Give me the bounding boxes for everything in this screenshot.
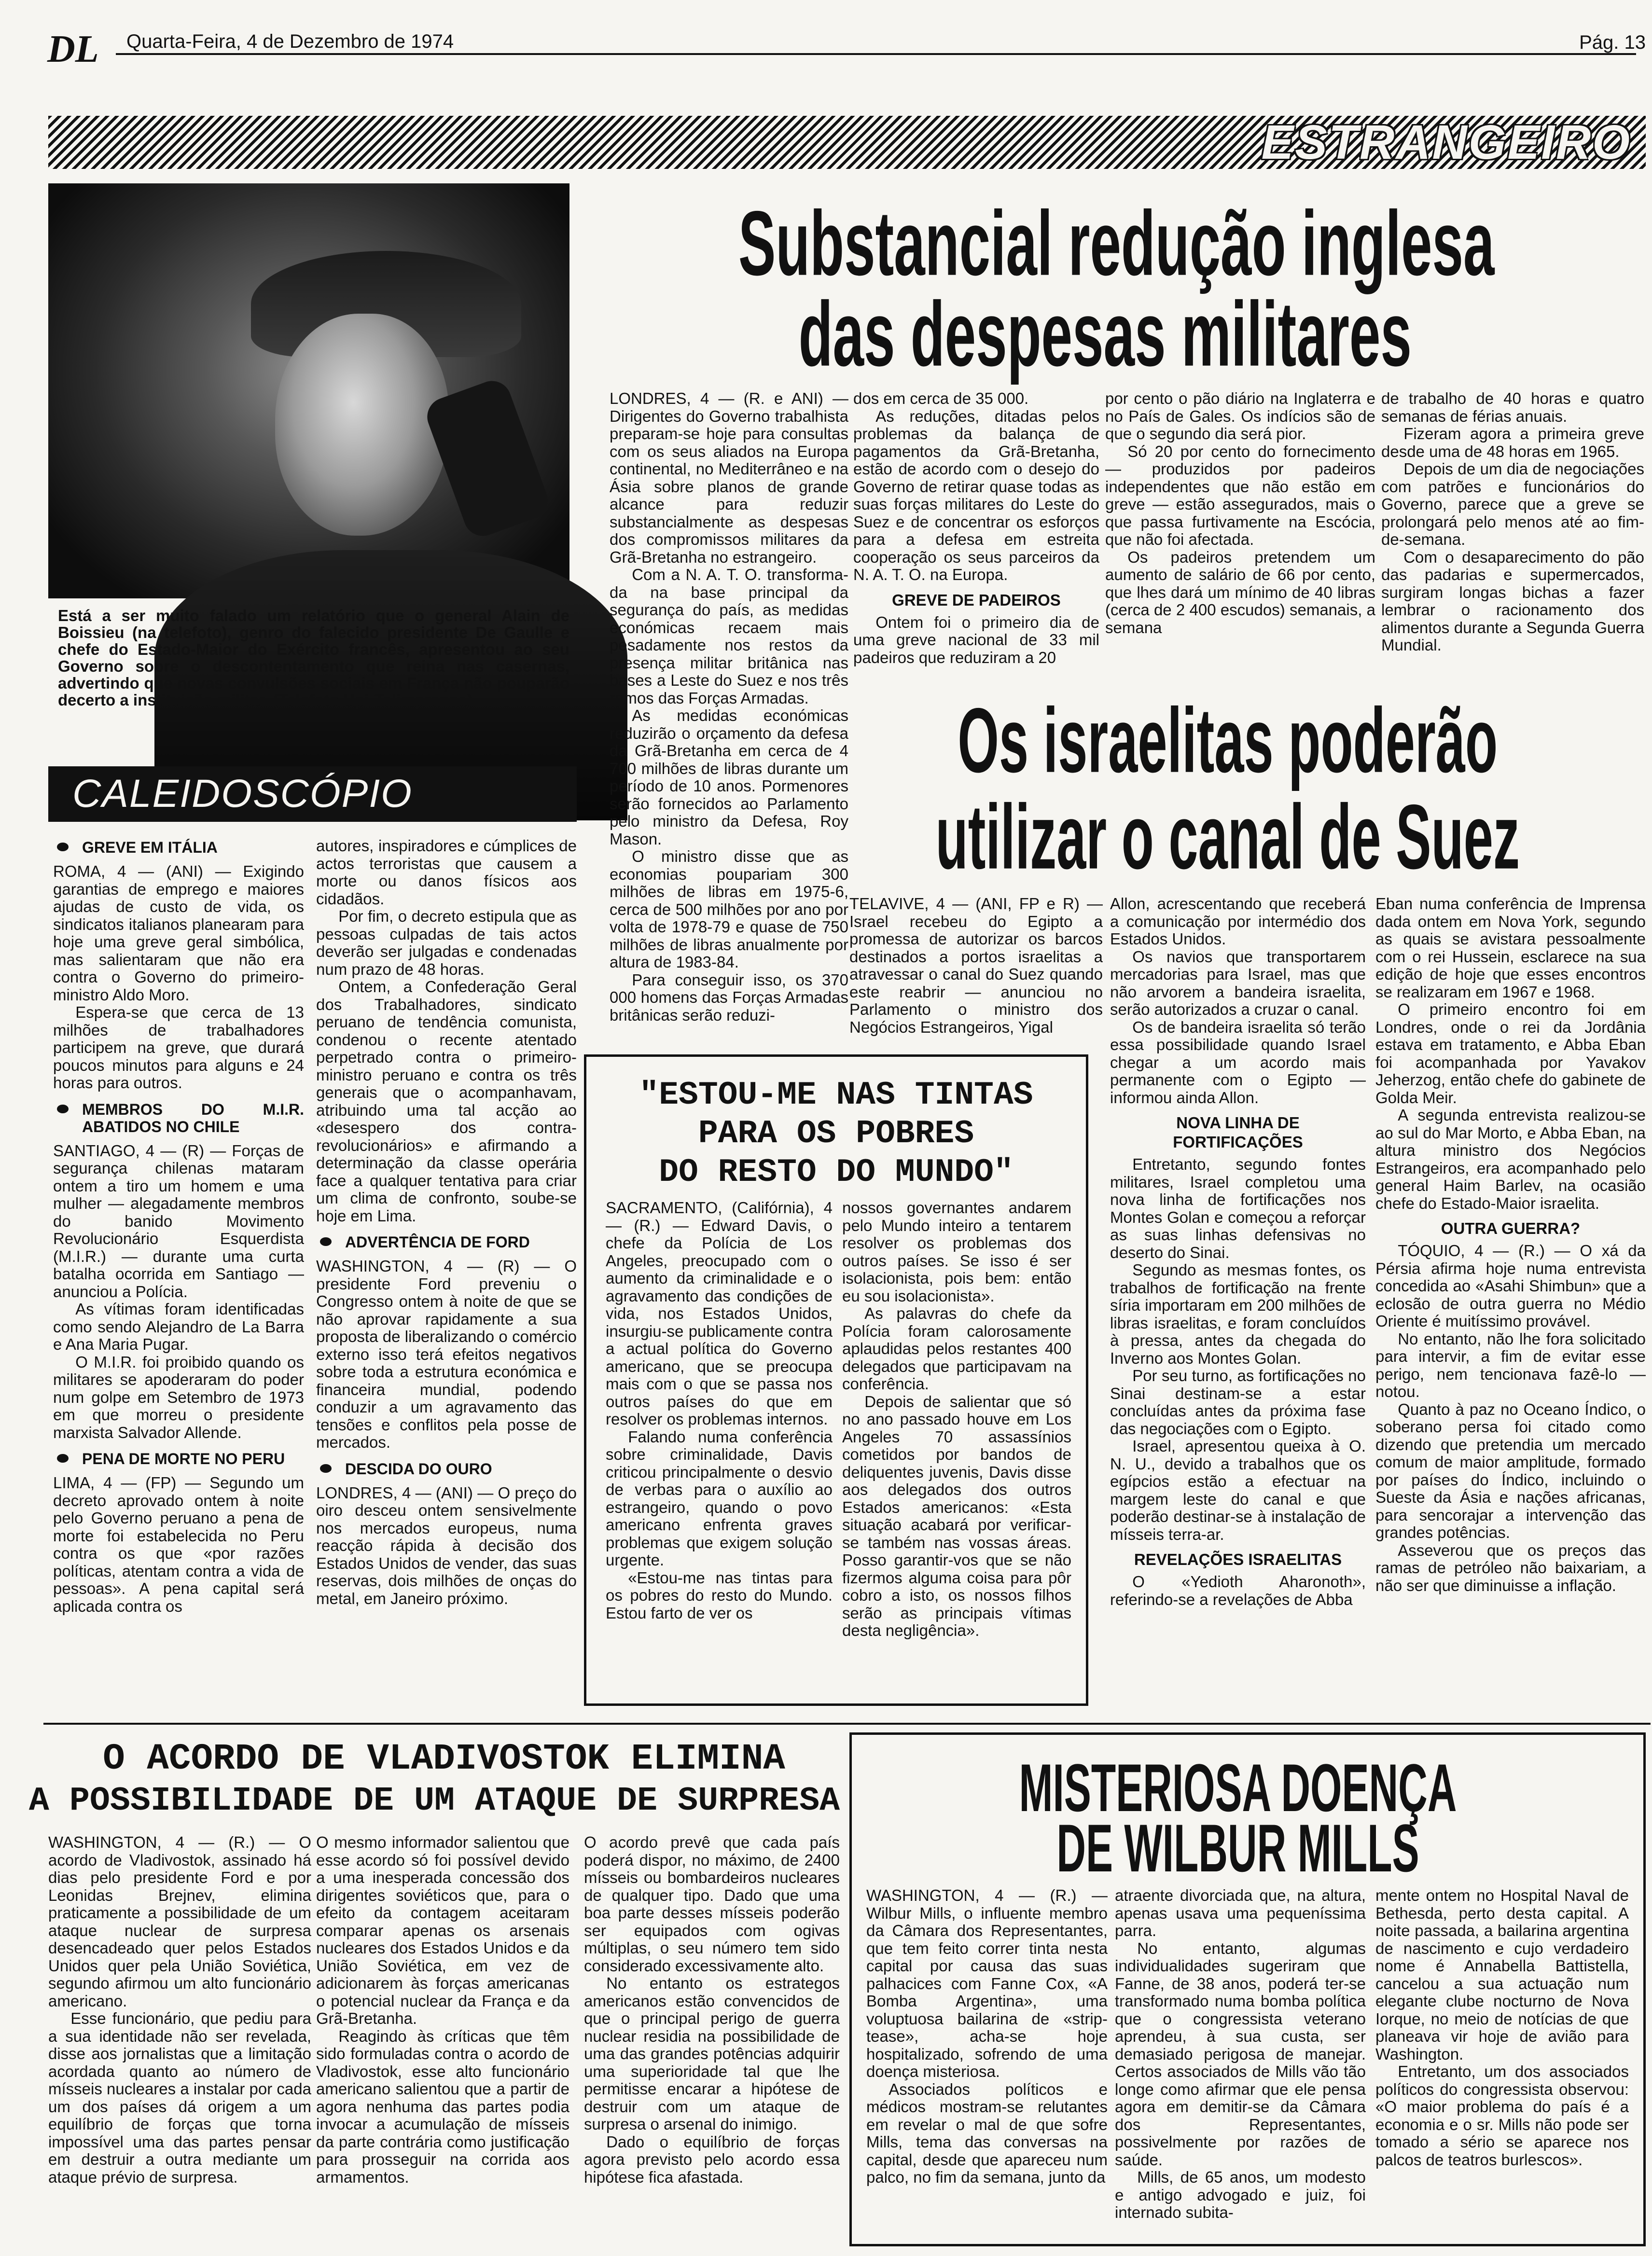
section-banner: [48, 116, 1646, 169]
photo-caption: Está a ser muito falado um relatório que o general Alain de Boissieu (na telefoto), genro do falecido presidente De Gaulle e chefe do Estado-Maior do Exército francês, apresentou ao seu Governo sobre o descontentamento que reina nas casernas, advertindo que novas convulsões sociais em França não pouparão decerto a instituição militar. (Telefoto Upi-Telimprensa): [58, 607, 569, 709]
vladivostok-col-1: WASHINGTON, 4 — (R.) — O acordo de Vladivostok, assinado há dias pelo presidente Ford e por Leonidas Brejnev, elimina praticamente a possibilidade de um ataque nuclear de surpresa desencadeado quer pelos Estados Unidos quer pela União Soviética, segundo afirmou um alto funcionário americano. Esse funcionário, que pediu para a sua identidade não ser revelada, disse aos jornalistas que a limitação acordada quanto ao número de mísseis nucleares a instalar por cada um dos países dá origem a um equilíbrio de forças que torna impossível uma das partes pensar em destruir a outra mediante um ataque prévio de surpresa.: [48, 1833, 311, 2186]
header-rule: [116, 53, 1636, 55]
caleidoscopio-banner: [48, 766, 577, 822]
mills-col-2: atraente divorciada que, na altura, apenas usava uma pequeníssima parra. No entanto, algumas individualidades sugeriram que Fanne, de 38 anos, poderá ter-se transformado numa bomba política que o congressista veterano aprendeu, à sua custa, ser demasiado perigosa de manejar. Certos associados de Mills vão tão longe como afirmar que ele pensa agora em demitir-se da Câmara dos Representantes, possivelmente por razões de saúde. Mills, de 65 anos, um modesto e antigo advogado e juiz, foi internado subita-: [1115, 1886, 1366, 2221]
bottom-section-rule: [43, 1723, 1651, 1725]
israel-col-3: Eban numa conferência de Imprensa dada ontem em Nova York, segundo as quais se avistara pessoalmente com o rei Hussein, esclarece na sua edição de hoje que esses encontros se realizaram em 1967 e 1968. O primeiro encontro foi em Londres, onde o rei da Jordânia estava em tratamento, e Abba Eban foi acompanhada por Yavakov Jeherzog, então chefe do gabinete de Golda Meir. A segunda entrevista realizou-se ao sul do Mar Morto, e Abba Eban, na altura ministro dos Negócios Estrangeiros, era acompanhado pelo general Haim Barlev, na ocasião chefe do Estado-Maior israelita. OUTRA GUERRA? TÓQUIO, 4 — (R.) — O xá da Pérsia afirma hoje numa entrevista concedida ao «Asahi Shimbun» que a eclosão de outra guerra no Médio Oriente é muitíssimo provável. No entanto, não lhe fora solicitado para intervir, a fim de evitar esse perigo, nem tencionava fazê-lo — notou. Quanto à paz no Oceano Índico, o soberano persa foi citado como dizendo que pretendia um mercado comum de maior amplitude, formado por países do Índico, incluindo o Sueste da Ásia e nações africanas, para sencorajar a intervenção das grandes potências. Asseverou que os preços das ramas de petróleo não baixariam, a não ser que diminuisse a inflação.: [1375, 895, 1646, 1594]
israel-col-1: TELAVIVE, 4 — (ANI, FP e R) — Israel recebeu do Egipto a promessa de autorizar os barcos destinados a portos israelitas a atravessar o canal do Suez quando este reabrir — anunciou no Parlamento o ministro dos Negócios Estrangeiros, Yigal: [849, 895, 1103, 1036]
tintas-headline-line1: "ESTOU-ME NAS TINTAS: [639, 1077, 1033, 1114]
caleidoscopio-col-1: GREVE EM ITÁLIA ROMA, 4 — (ANI) — Exigindo garantias de emprego e maiores ajudas de custo de vida, os sindicatos italianos planearam para hoje uma greve geral simbólica, mas salientaram que não era contra o Governo do primeiro-ministro Aldo Moro. Espera-se que cerca de 13 milhões de trabalhadores participem na greve, que durará poucos minutos para alguns e 24 horas para outros. MEMBROS DO M.I.R. ABATIDOS NO CHILE SANTIAGO, 4 — (R) — Forças de segurança chilenas mataram ontem a tiro um homem e uma mulher — alegadamente membros do banido Movimento Revolucionário Esquerdista (M.I.R.) — durante uma curta batalha ocorrida em Santiago — anunciou a Polícia. As vítimas foram identificadas como sendo Alejandro de La Barra e Ana Maria Pugar. O M.I.R. foi proibido quando os militares se apoderaram do poder num golpe em Setembro de 1973 em que morreu o presidente marxista Salvador Allende. PENA DE MORTE NO PERU LIMA, 4 — (FP) — Segundo um decreto aprovado ontem à noite pelo Governo peruano a pena de morte foi estabelecida no Peru contra os que «por razões políticas, atentam contra a vida de pessoas». A pena capital será aplicada contra os: [53, 839, 304, 1615]
uk-subhead: GREVE DE PADEIROS: [892, 591, 1061, 609]
uk-col-2: dos em cerca de 35 000. As reduções, ditadas pelos problemas da balança de pagamentos da Grã-Bretanha, estão de acordo com o desejo do Governo de retirar quase todas as suas forças militares do Leste do Suez e de concentrar os esforços para a defesa em estreita cooperação os seus parceiros da N. A. T. O. na Europa. GREVE DE PADEIROS Ontem foi o primeiro dia de uma greve nacional de 33 mil padeiros que reduziram a 20: [853, 389, 1099, 666]
tintas-headline-line2: PARA OS POBRES: [698, 1115, 974, 1152]
mills-headline-line1: MISTERIOSA DOENÇA: [1019, 1750, 1457, 1826]
caleidoscopio-label: CALEIDOSCÓPIO: [72, 772, 413, 816]
headline-israel-line2: utilizar o canal de Suez: [935, 786, 1520, 888]
photo-figure-face: [275, 314, 449, 536]
caleidoscopio-col-2: autores, inspiradores e cúmplices de actos terroristas que causem a morte ou danos físicos aos cidadãos. Por fim, o decreto estipula que as pessoas culpadas de tais actos deverão ser julgadas e condenadas num prazo de 48 horas. Ontem, a Confederação Geral dos Trabalhadores, sindicato peruano de tendência comunista, condenou o recente atentado perpetrado contra o primeiro-ministro peruano e contra os três generais que o acompanhavam, atribuindo uma tal acção ao «desespero dos contra-revolucionários» e afirmando a determinação da classe operária face a qualquer tentativa para criar um clima de confronto, soube-se hoje em Lima. ADVERTÊNCIA DE FORD WASHINGTON, 4 — (R) — O presidente Ford preveniu o Congresso ontem à noite de que se não aprovar rapidamente a sua proposta de liberalizando o comércio externo isso terá efeitos negativos sobre toda a estrutura económica e financeira mundial, podendo conduzir a um agravamento das tensões e conflitos pela posse de mercados. DESCIDA DO OURO LONDRES, 4 — (ANI) — O preço do oiro desceu ontem sensivelmente nos mercados europeus, numa reacção rápida à decisão dos Estados Unidos de vender, das suas reservas, dois milhões de onças do metal, em Janeiro próximo.: [316, 837, 577, 1607]
mills-article-box: [849, 1732, 1646, 2246]
headline-israel-line1: Os israelitas poderão: [958, 689, 1498, 792]
israel-subhead-1: NOVA LINHA DE FORTIFICAÇÕES: [1173, 1114, 1303, 1151]
issue-date: Quarta-Feira, 4 de Dezembro de 1974: [126, 31, 454, 52]
vladivostok-col-3: O acordo prevê que cada país poderá dispor, no máximo, de 2400 mísseis ou bombardeiros nucleares de qualquer tipo. Dado que uma boa parte desses mísseis poderão ser equipados com ogivas múltiplas, o seu número tem sido considerado excessivamente alto. No entanto os estrategos americanos estão convencidos de que o principal perigo de guerra nuclear residia na possibilidade de uma das grandes potências adquirir uma superioridade tal que lhe permitisse encarar a hipótese de destruir com um ataque de surpresa o arsenal do inimigo. Dado o equilíbrio de forças agora previsto pelo acordo essa hipótese fica afastada.: [584, 1833, 840, 2186]
newspaper-logo: DL: [47, 28, 99, 70]
mills-col-3: mente ontem no Hospital Naval de Bethesda, perto desta capital. A noite passada, a bailarina argentina de nascimento e cujo verdadeiro nome é Annabella Battistella, cancelou a sua actuação num elegante clube nocturno de Nova Iorque, no meio de notícias de que planeava vir hoje de avião para Washington. Entretanto, um dos associados políticos do congressista observou: «O maior problema do país é a economia e o sr. Mills não pode ser tomado a sério se aparece nos palcos de teatros burlescos».: [1375, 1886, 1629, 2169]
headline-uk-line1: Substancial redução inglesa: [738, 192, 1495, 295]
vladivostok-col-2: O mesmo informador salientou que esse acordo só foi possível devido a uma inesperada concessão dos dirigentes soviéticos que, para o efeito da contagem aceitaram comparar apenas os arsenais nucleares dos Estados Unidos e da União Soviética, em vez de adicionarem às forças americanas o potencial nuclear da França e da Grã-Bretanha. Reagindo às críticas que têm sido formuladas contra o acordo de Vladivostok, esse alto funcionário americano salientou que a partir de agora nenhuma das partes podia invocar a acumulação de mísseis da parte contrária como justificação para prosseguir na corrida aos armamentos.: [316, 1833, 569, 2186]
israel-subhead-3: OUTRA GUERRA?: [1441, 1219, 1581, 1237]
section-label: ESTRANGEIRO: [1261, 115, 1631, 169]
uk-col-4: de trabalho de 40 horas e quatro semanas de férias anuais. Fizeram agora a primeira greve desde uma de 48 horas em 1965. Depois de um dia de negociações com patrões e funcionários do Governo, parece que a greve se prolongará pelo menos até ao fim-de-semana. Com o desaparecimento do pão das padarias e supermercados, surgiram longas bichas a fazer lembrar o racionamento dos alimentos durante a Segunda Guerra Mundial.: [1381, 389, 1644, 654]
vladivostok-headline-line2: A POSSIBILIDADE DE UM ATAQUE DE SURPRESA: [28, 1782, 840, 1820]
mills-headline-line2: DE WILBUR MILLS: [1056, 1810, 1419, 1886]
vladivostok-headline-line1: O ACORDO DE VLADIVOSTOK ELIMINA: [103, 1738, 785, 1780]
israel-subhead-2: REVELAÇÕES ISRAELITAS: [1134, 1550, 1342, 1568]
tintas-col-2: nossos governantes andarem pelo Mundo inteiro a tentarem resolver os problemas dos outros países. Se isso é ser isolacionista, pois bem: então eu sou isolacionista». As palavras do chefe da Polícia foram calorosamente aplaudidas pelos restantes 400 delegados que participavam na conferência. Depois de salientar que só no ano passado houve em Los Angeles 70 assassínios cometidos por bandos de deliquentes juvenis, Davis disse aos delegados dos outros Estados americanos: «Esta situação acabará por verificar-se também nas vossas áreas. Posso garantir-vos que se não fizermos alguma coisa para pôr cobro a isto, os nossos filhos serão as principais vítimas desta negligência».: [842, 1199, 1071, 1639]
uk-col-1: LONDRES, 4 — (R. e ANI) — Dirigentes do Governo trabalhista preparam-se hoje para consultas com os seus aliados na Europa continental, no Mediterrâneo e na Ásia sobre planos de grande alcance para reduzir substancialmente as despesas dos compromissos militares da Grã-Bretanha no estrangeiro. Com a N. A. T. O. transforma-da na base principal da segurança do país, as medidas económicas recaem mais pesadamente nos restos da presença militar britânica nas bases a Leste do Suez e nos três ramos das Forças Armadas. As medidas económicas reduzirão o orçamento da defesa da Grã-Bretanha em cerca de 4 700 milhões de libras durante um período de 10 anos. Pormenores serão fornecidos ao Parlamento pelo ministro da Defesa, Roy Mason. O ministro disse que as economias poupariam 300 milhões de libras em 1975-6, cerca de 500 milhões por ano por volta de 1978-79 e quase de 750 milhões de libras anualmente por altura de 1983-84. Para conseguir isso, os 370 000 homens das Forças Armadas britânicas serão reduzi-: [610, 389, 848, 1024]
mills-col-1: WASHINGTON, 4 — (R.) — Wilbur Mills, o influente membro da Câmara dos Representantes, que tem feito correr tinta nesta capital por causa das suas palhacices com Fanne Cox, «A Bomba Argentina», uma voluptuosa bailarina de «strip-tease», acha-se hoje hospitalizado, sofrendo de uma doença misteriosa. Associados políticos e médicos mostram-se relutantes em revelar o mal de que sofre Mills, tema das conversas na capital, desde que apareceu num palco, no fim da semana, junto da: [866, 1886, 1108, 2186]
photo-telephone: [422, 375, 553, 541]
tintas-article-box: [584, 1054, 1088, 1706]
uk-col-3: por cento o pão diário na Inglaterra e no País de Gales. Os indícios são de que o segundo dia será pior. Só 20 por cento do fornecimento — produzidos por padeiros independentes que não estão em greve — estão assegurados, mais o que passa furtivamente na Escócia, que não foi afectada. Os padeiros pretendem um aumento de salário de 66 por cento, que lhes dará um mínimo de 40 libras (cerca de 2 400 escudos) semanais, a semana: [1105, 389, 1375, 637]
tintas-col-1: SACRAMENTO, (Califórnia), 4 — (R.) — Edward Davis, o chefe da Polícia de Los Angeles, preocupado com o aumento da criminalidade e o agravamento das condições de vida, nos Estados Unidos, insurgiu-se publicamente contra a actual política do Governo americano, que se preocupa mais com o que se passa nos outros países do que em resolver os problemas internos. Falando numa conferência sobre criminalidade, Davis criticou principalmente o desvio de verbas para o auxílio ao estrangeiro, quando o povo americano enfrenta graves problemas que exigem solução urgente. «Estou-me nas tintas para os pobres do resto do Mundo. Estou farto de ver os: [606, 1199, 833, 1622]
news-photo: [48, 183, 569, 598]
israel-col-2: Allon, acrescentando que receberá a comunicação por intermédio dos Estados Unidos. Os navios que transportarem mercadorias para Israel, mas que não arvorem a bandeira israelita, serão autorizados a cruzar o canal. Os de bandeira israelita só terão essa possibilidade quando Israel chegar a um acordo mais permanente com o Egipto — informou ainda Allon. NOVA LINHA DE FORTIFICAÇÕES Entretanto, segundo fontes militares, Israel completou uma nova linha de fortificações nos Montes Golan e começou a reforçar as suas linhas defensivas no deserto do Sinai. Segundo as mesmas fontes, os trabalhos de fortificação na frente síria importaram em 200 milhões de libras israelitas, e foram concluídos à pressa, antes da chegada do Inverno aos Montes Golan. Por seu turno, as fortificações no Sinai destinam-se a estar concluídas antes da próxima fase das negociações com o Egipto. Israel, apresentou queixa à O. N. U., devido a trabalhos que os egípcios estão a efectuar na margem leste do canal e que poderão destinar-se à instalação de mísseis terra-ar. REVELAÇÕES ISRAELITAS O «Yedioth Aharonoth», referindo-se a revelações de Abba: [1110, 895, 1366, 1608]
tintas-headline-line3: DO RESTO DO MUNDO": [659, 1154, 1013, 1191]
headline-uk-line2: das despesas militares: [798, 283, 1412, 386]
page-number: Pág. 13: [1579, 32, 1646, 53]
